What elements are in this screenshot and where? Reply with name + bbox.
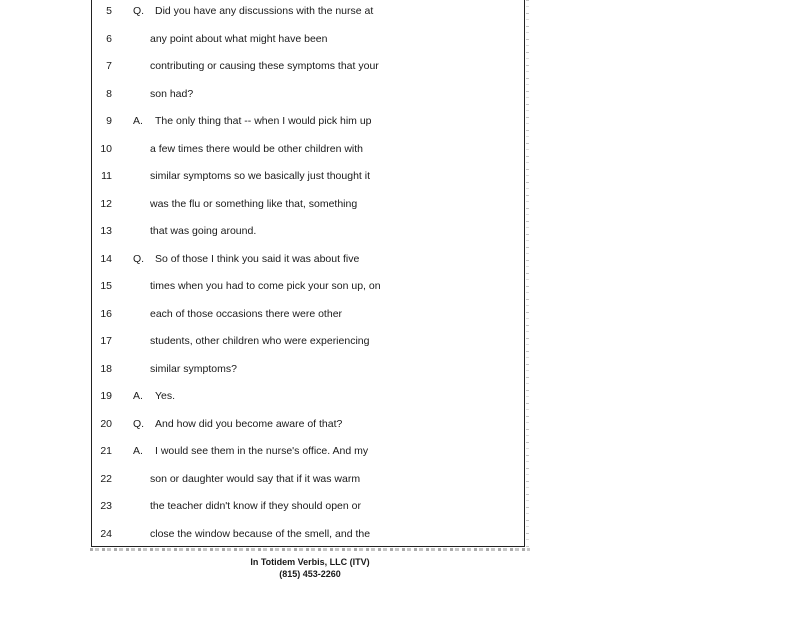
line-number: 24	[100, 527, 112, 540]
line-text: Yes.	[155, 390, 176, 402]
line-number: 6	[106, 32, 112, 45]
line-text: that was going around.	[150, 225, 257, 237]
transcript-line	[0, 166, 800, 186]
line-text: close the window because of the smell, and the	[150, 527, 371, 540]
transcript-line	[0, 84, 800, 104]
line-text: Did you have any discussions with the nurse at	[155, 5, 374, 17]
transcript-line	[0, 441, 800, 461]
transcript-line	[0, 276, 800, 296]
transcript-line	[0, 221, 800, 241]
line-number: 13	[100, 225, 112, 237]
line-text: I would see them in the nurse's office. And my	[155, 445, 369, 457]
line-number: 7	[106, 60, 112, 72]
transcript-line	[0, 524, 800, 544]
line-text: similar symptoms so we basically just thought it	[150, 170, 370, 182]
transcript-line	[0, 304, 800, 324]
transcript-line	[0, 331, 800, 351]
line-number: 11	[101, 170, 112, 182]
line-text: contributing or causing these symptoms that your	[150, 60, 379, 72]
line-number: 12	[100, 197, 112, 210]
line-text: any point about what might have been	[150, 32, 328, 45]
transcript-line	[0, 1, 800, 21]
transcript-line	[0, 359, 800, 379]
line-number: 16	[100, 307, 112, 320]
speaker-label: Q.	[133, 252, 145, 265]
line-number: 20	[100, 417, 112, 430]
transcript-line	[0, 29, 800, 49]
line-number: 9	[106, 115, 112, 127]
transcript-line	[0, 414, 800, 434]
footer-phone: (815) 453-2260	[279, 569, 341, 579]
scan-edge-noise	[526, 0, 529, 550]
line-text: similar symptoms?	[150, 362, 237, 375]
line-text: son had?	[150, 87, 194, 100]
transcript-line	[0, 56, 800, 76]
transcript-line	[0, 496, 800, 516]
speaker-label: Q.	[133, 5, 145, 17]
line-text: the teacher didn't know if they should open or	[150, 500, 361, 512]
transcript-line	[0, 111, 800, 131]
footer-company: In Totidem Verbis, LLC (ITV)	[250, 557, 370, 567]
speaker-label: A.	[133, 115, 143, 127]
line-number: 5	[106, 5, 112, 17]
scan-bottom-noise	[90, 548, 530, 551]
transcript-page-frame	[91, 0, 525, 547]
transcript-line	[0, 469, 800, 489]
line-number: 19	[100, 390, 112, 402]
line-number: 21	[100, 445, 112, 457]
line-number: 15	[100, 280, 112, 292]
line-text: And how did you become aware of that?	[155, 417, 343, 430]
transcript-line	[0, 386, 800, 406]
line-number: 18	[100, 362, 112, 375]
transcript-line	[0, 139, 800, 159]
line-text: The only thing that -- when I would pick him up	[155, 115, 372, 127]
line-number: 17	[100, 335, 112, 347]
line-text: So of those I think you said it was about five	[155, 252, 360, 265]
speaker-label: A.	[133, 445, 143, 457]
line-number: 10	[100, 142, 112, 155]
line-text: son or daughter would say that if it was warm	[150, 472, 361, 485]
transcript-line	[0, 249, 800, 269]
line-text: students, other children who were experiencing	[150, 335, 370, 347]
line-number: 14	[100, 252, 112, 265]
transcript-line	[0, 194, 800, 214]
line-text: times when you had to come pick your son up, on	[150, 280, 381, 292]
line-text: was the flu or something like that, something	[150, 197, 358, 210]
speaker-label: A.	[133, 390, 143, 402]
line-number: 23	[100, 500, 112, 512]
line-number: 22	[100, 472, 112, 485]
line-text: each of those occasions there were other	[150, 307, 343, 320]
speaker-label: Q.	[133, 417, 145, 430]
line-text: a few times there would be other children with	[150, 142, 364, 155]
line-number: 8	[106, 87, 112, 100]
